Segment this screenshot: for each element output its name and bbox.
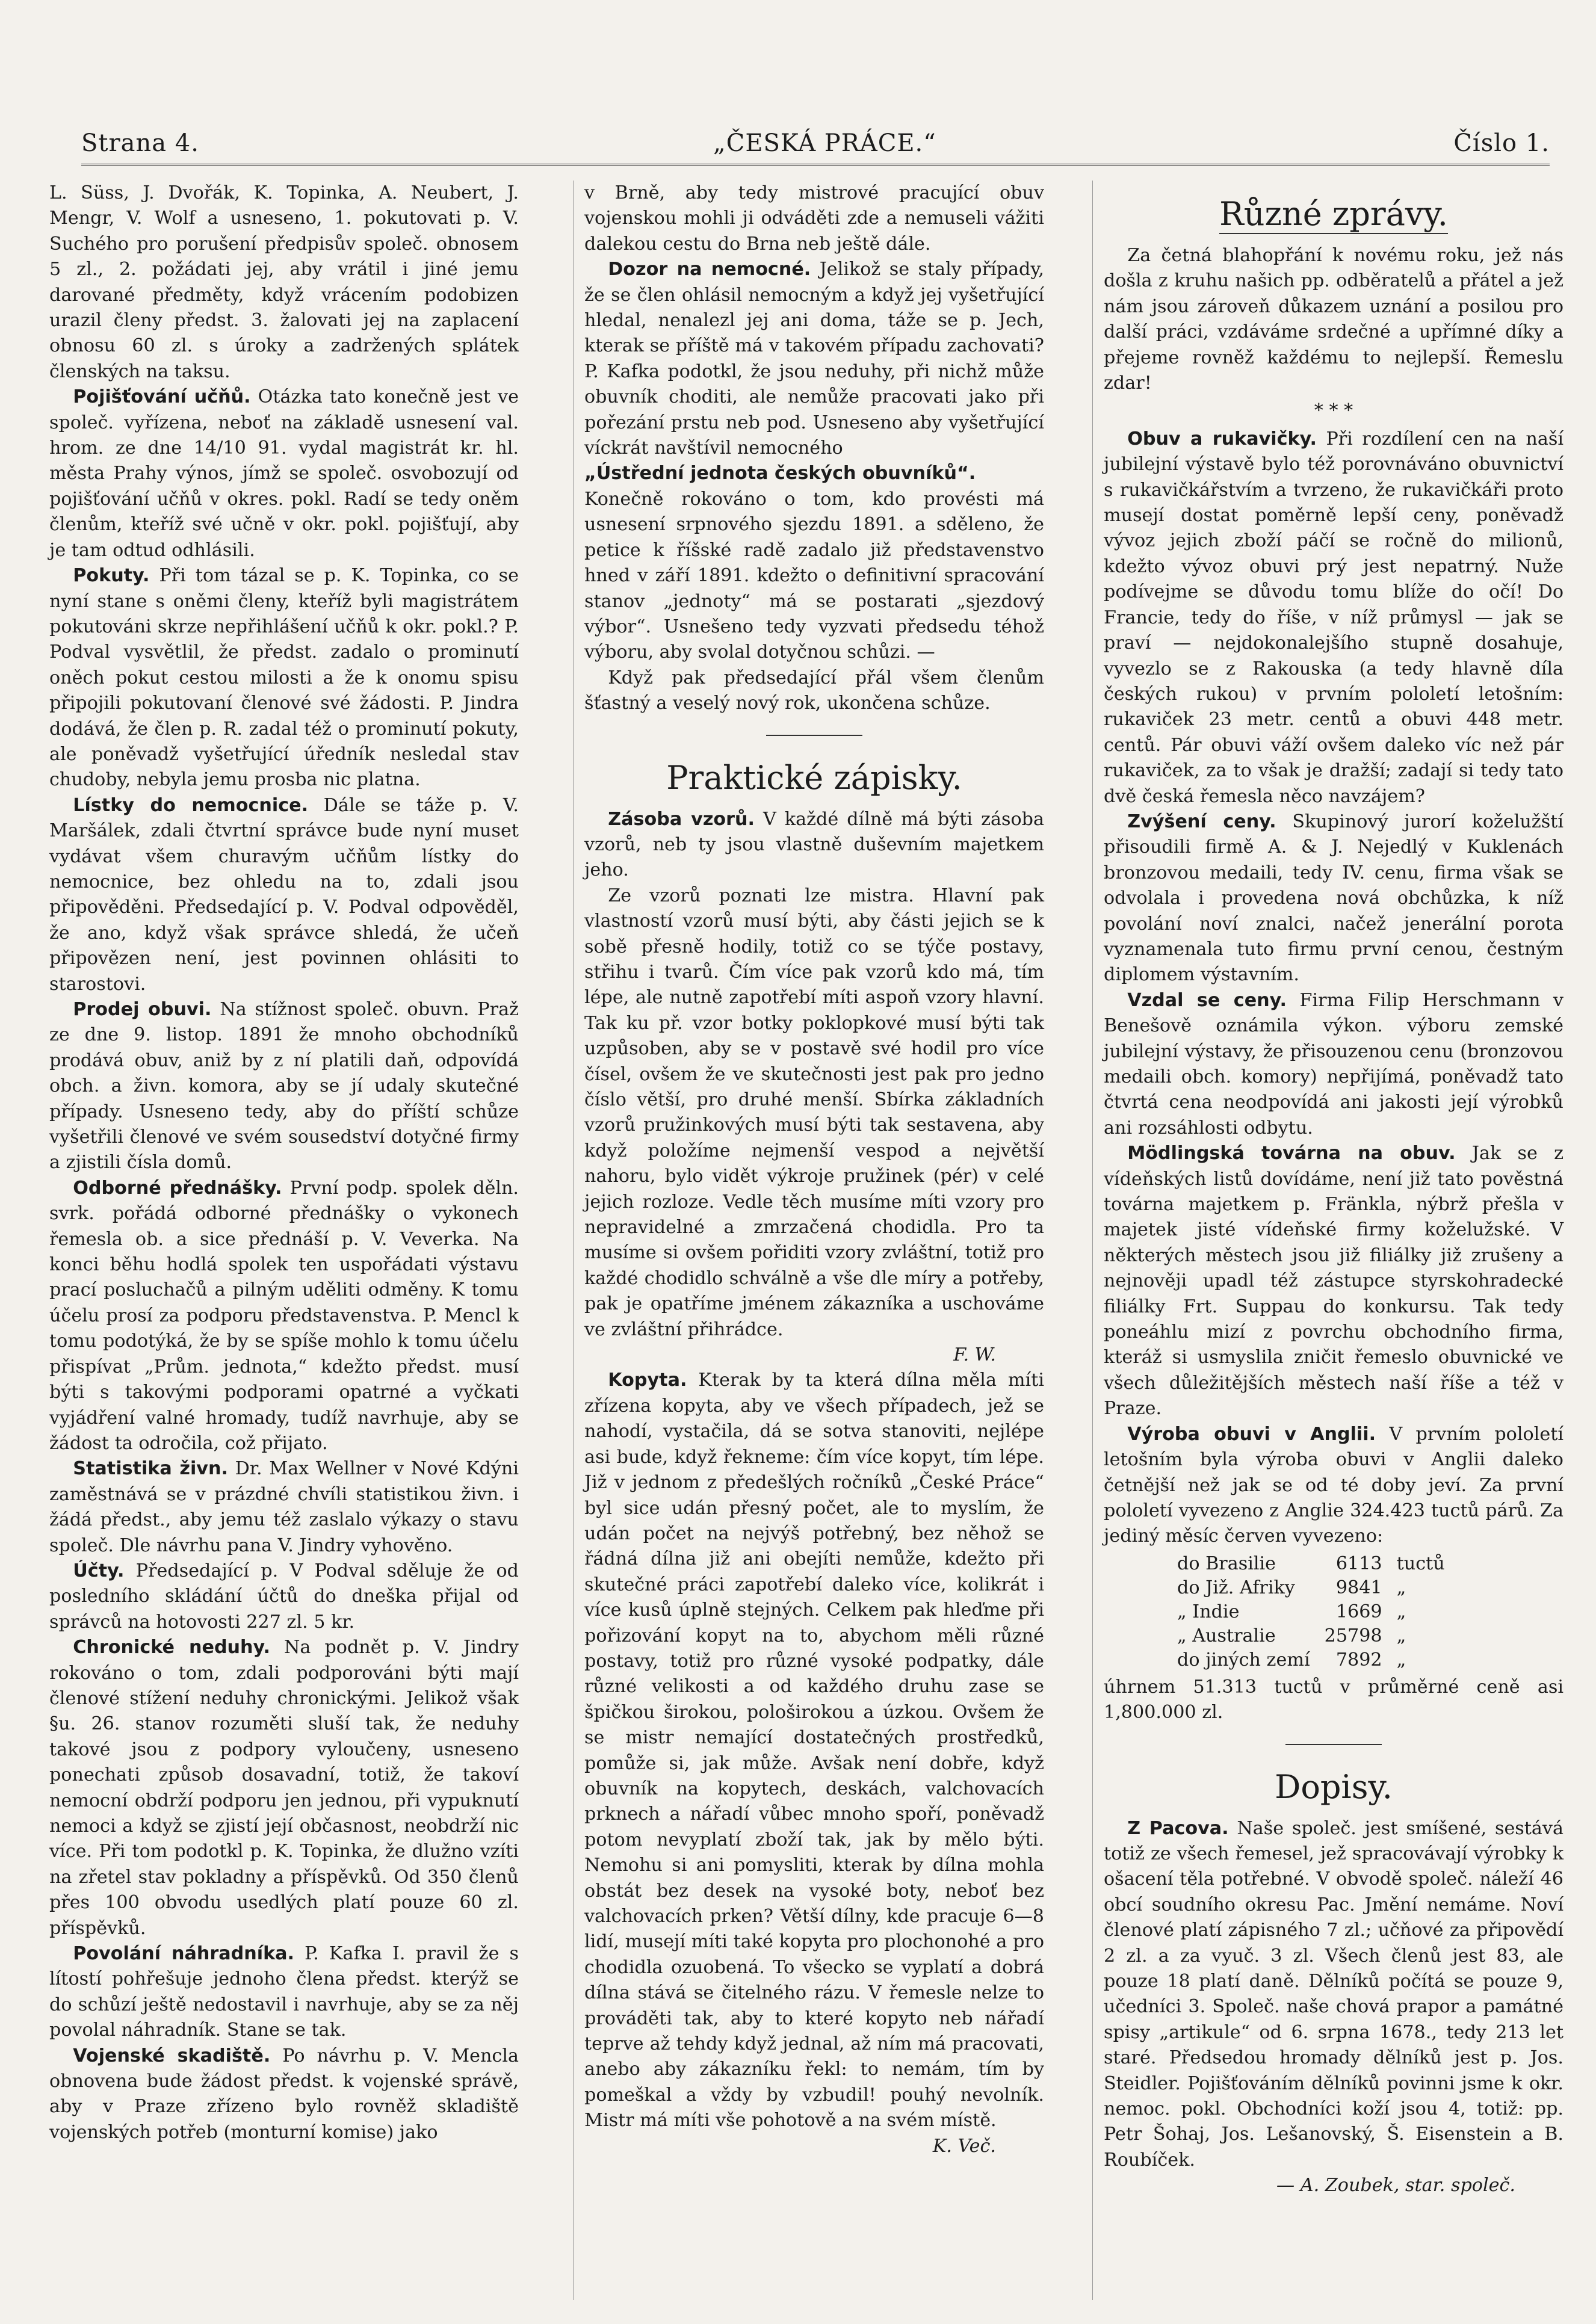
table-row (1170, 1624, 1452, 1648)
article-text: Firma Filip Herschmann v Benešově oznámila výkon. výboru zemské jubilejní výstavy, že přisouzenou cenu (bronzovou medaili obch. komory) nepřijímá, poněvadž tato čtvrtá cena neodpovídá ani jakosti její výrobků ani rozsáhlosti odbytu. (1104, 989, 1564, 1139)
article-heading-line (584, 461, 1044, 486)
row-unit: „ (1396, 1601, 1406, 1622)
total-line: úhrnem 51.313 tuctů v průměrné ceně asi 1,800.000 zl. (1104, 1676, 1564, 1723)
stars-separator: * * * (1314, 400, 1353, 422)
article-heading: Statistika živn. (73, 1458, 228, 1480)
issue-number: Číslo 1. (1453, 129, 1550, 157)
article-heading: Prodej obuvi. (73, 999, 212, 1020)
row-label: do jiných zemí (1177, 1649, 1310, 1670)
article-heading: Lístky do nemocnice. (73, 794, 309, 816)
article (584, 807, 1044, 883)
article-heading: Účty. (73, 1560, 125, 1581)
article-heading: Kopyta. (608, 1370, 687, 1391)
intro-paragraph: Za četná blahopřání k novému roku, jež nás došla z kruhu našich pp. odběratelů a přátel a jež nám jsou zároveň důkazem uznání a posilou pro další práci, vzdáváme srdečné a upřímné díky a přejeme rovněž každému to nejlepší. Řemeslu zdar! (1104, 245, 1564, 394)
column-3 (1092, 181, 1564, 2300)
article (49, 1456, 519, 1559)
row-value: 1669 (1335, 1601, 1382, 1622)
continued-text: v Brně, aby tedy mistrové pracující obuv vojenskou mohli ji odváděti zde a nemuseli vážiti dalekou cestu do Brna neb ještě dále. (584, 182, 1044, 255)
article (1104, 809, 1564, 988)
article-text: Na podnět p. V. Jindry rokováno o tom, zdali podporováni býti mají členové stížení neduhy chronickými. Jelikož však §u. 26. stanov rozuměti sluší tak, že neduhy takové jsou z podpory vyloučeny, usneseno ponechati způsob dosavadní, totiž, že takoví nemocní obdrží podporu jen jednou, při vypuknutí nemoci a když se zjistí její občasnost, neobdrží nic více. Při tom podotkl p. K. Topinka, že dlužno vzíti na zřetel stav pokladny a příspěvků. Od 350 členů přes 100 obvodu usedlých platí pouze 60 zl. příspěvků. (49, 1637, 519, 1939)
export-table (1170, 1552, 1452, 1672)
article-text: Na stížnost společ. obuvn. Praž ze dne 9. listop. 1891 že mnoho obchodníků prodává obuv, aniž by z ní platili daň, odpovídá obch. a živn. komora, aby se jí udaly skutečné případy. Usneseno tedy, aby do příští schůze vyšetřili členové ve svém sousedství dotyčné firmy a zjistili čísla domů. (49, 999, 519, 1173)
table-row (1170, 1600, 1452, 1624)
article (1104, 988, 1564, 1141)
article (584, 257, 1044, 461)
article-heading: Mödlingská továrna na obuv. (1127, 1143, 1456, 1164)
column-1 (49, 181, 519, 2300)
row-label: do Brasilie (1177, 1553, 1276, 1574)
article-heading: Obuv a rukavičky. (1127, 428, 1317, 450)
article (49, 385, 519, 563)
row-unit: tuctů (1396, 1553, 1445, 1574)
article (49, 997, 519, 1176)
article (49, 793, 519, 997)
article-text: V každé dílně má býti zásoba vzorů, neb ty jsou vlastně duševním majetkem jeho. (584, 808, 1044, 881)
article (49, 1176, 519, 1456)
article (1104, 1141, 1564, 1421)
intro-paragraph: L. Süss, J. Dvořák, K. Topinka, A. Neubert, J. Mengr, V. Wolf a usneseno, 1. pokutovati p. V. Suchého pro porušení předpisův společ. obnosem 5 zl., 2. požádati jej, aby vrátil i jiné jemu darované předměty, když vrácením podobizen urazil členy předst. 3. žalovati jej na zaplacení obnosu 60 zl. s úroky a zadržených splátek členských na taksu. (49, 182, 519, 382)
row-label: do Již. Afriky (1177, 1577, 1295, 1598)
header-rule (81, 164, 1550, 166)
row-value: 25798 (1324, 1625, 1382, 1646)
article-heading: Pokuty. (73, 565, 150, 587)
newspaper-title: „ČESKÁ PRÁCE.“ (713, 129, 936, 157)
article-text: V prvním pololetí letošním byla výroba obuvi v Anglii daleko četnější než jak se od té doby jeví. Za první pololetí vyvezeno z Anglie 324.423 tuctů párů. Za jediný měsíc červen vyvezeno: (1104, 1423, 1564, 1547)
signature: F. W. (953, 1344, 996, 1366)
article-text: Dále se táže p. V. Maršálek, zdali čtvrtní správce bude nyní muset vydávat všem churavým učňům lístky do nemocnice, bez ohledu na to, zdali jsou připověděni. Předsedající p. V. Podval odpověděl, že ano, když však správce shledá, že učeň připovězen není, jest povinnen ohlásiti to starostovi. (49, 794, 519, 995)
article-heading: Z Pacova. (1127, 1817, 1229, 1839)
article-text: Při tom tázal se p. K. Topinka, co se nyní stane s oněmi členy, kteříž byli magistrátem pokutováni skrze nepřihlášení učňů k okr. pokl.? P. Podval vysvětlil, že předst. zadalo o prominutí oněch pokut cestou milosti a že k onomu spisu připojili pokutovaní členové své žádosti. P. Jindra dodává, že člen p. R. zadal též o prominutí pokuty, ale poněvadž vyšetřující úředník nesledal stav chudoby, nebyla jemu prosba nic platna. (49, 565, 519, 791)
row-unit: „ (1396, 1625, 1406, 1646)
article-heading: Povolání náhradníka. (73, 1943, 295, 1965)
article (49, 2044, 519, 2146)
article-text: Ze vzorů poznati lze mistra. Hlavní pak vlastností vzorů musí býti, aby části jejich se k sobě přesně hodily, totiž co se týče postavy, střihu i tvarů. Čím více pak vzorů kdo má, tím lépe, ale nutně zapotřebí míti aspoň vzory hlavní. Tak ku př. vzor botky poklopkové musí býti tak uzpůsoben, aby se v postavě své hodil pro více čísel, ovšem že ve skutečnosti jest pak pro jedno číslo větší, pro druhé menší. Sbírka základních vzorů pružinkových musí býti tak sestavena, aby když položíme nejmenší vespod a největší nahoru, bylo vidět výkroje pružinek (pér) v celé jejich rozloze. Vedle těch musíme míti vzory pro nepravidelné a zmrzačená chodidla. Pro ta musíme si ovšem pořiditi vzory zvláštní, totiž pro každé chodidlo schválně a vše dle míry a potřeby, pak je opatříme jménem zákazníka a uschováme ve zvláštní přihrádce. (584, 885, 1044, 1340)
row-unit: „ (1396, 1577, 1406, 1598)
article-text: Kterak by ta která dílna měla míti zřízena kopyta, aby ve všech případech, jež se nahodí, vystačila, dá se sotva stanoviti, nejlépe asi bude, když řekneme: čím více kopyt, tím lépe. Již v jednom z předešlých ročníků „České Práce“ byl sice udán přesný počet, ale to myslím, že udán počet na nejvýš potřebný, bez něhož se řádná dílna již ani obejíti nemůže, kdežto při skutečné práci zapotřebí daleko více, kolikrát i více kusů úplně stejných. Celkem pak hleďme při pořizování kopyt na to, abychom měli různé postavy, totiž pro různé vysoké podpatky, dále různé velikosti a od každého druhu zase se špičkou širokou, pološirokou a úzkou. Ovšem že se mistr nemající dostatečných prostředků, pomůže si, jak může. Avšak není dobře, když obuvník na kopytech, deskách, valchovacích prknech a nářadí vůbec mnoho spoří, poněvadž potom nevyplatí zboží tak, jak by mělo býti. Nemohu si ani pomysliti, kterak by dílna mohla obstát bez desek na vysoké boty, neboť bez valchovacích prken? Větší dílny, kde pracuje 6—8 lidí, musejí míti také kopyta pro plochonohé a pro chodidla ozuobená. To všecko se vyplatí a dobrá dílna stává se čitelného rázu. V řemesle nelze to prováděti tak, aby to které kopyto neb nářadí teprve až tehdy když jednal, až ním má pracovati, anebo aby zákazníku řekl: to nemám, tím by pomeškal a vždy by vzbudil! pouhý nevolník. Mistr má míti vše pohotově a na svém místě. (584, 1370, 1044, 2131)
article-text: Konečně rokováno o tom, kdo provésti má usnesení srpnového sjezdu 1891. a sděleno, že petice k říšské radě zadalo již představenstvo hned v září 1891. kdežto o definitivní spracování stanov „jednoty“ má se postarati „sjezdový výbor“. Usnešeno tedy vyzvati předsedu téhož výboru, aby svolal dotyčnou schůzi. — (584, 488, 1044, 663)
article-text: Naše společ. jest smíšené, sestává totiž ze všech řemesel, jež spracovávají výrobky k ošacení těla potřebné. V obvodě společ. náleží 46 obcí soudního okresu Pac. Jmění nemáme. Noví členové platí zápisného 7 zl.; učňové za připovědí 2 zl. a za vyuč. 3 zl. Všech členů jest 83, ale pouze 18 platí daně. Dělníků počítá se pouze 9, učedníci 3. Společ. naše chová prapor a památné spisy „artikule“ od 6. srpna 1678., tedy 213 let staré. Předsedou hromady dělníků jest p. Jos. Steidler. Pojišťováním dělníků povinni jsme k okr. nemoc. pokl. Obchodníci koží jsou 4, totiž: pp. Petr Šohaj, Jos. Lešanovský, Š. Eisenstein a B. Roubíček. (1104, 1817, 1564, 2171)
table-row (1170, 1552, 1452, 1576)
article (49, 1941, 519, 2044)
article-text: Po návrhu p. V. Mencla obnovena bude žádost předst. k vojenské správě, aby v Praze zřízeno bylo rovněž skladiště vojenských potřeb (monturní komise) jako (49, 2045, 519, 2143)
closing-paragraph: Když pak předsedající přál všem členům šťastný a veselý nový rok, ukončena schůze. (584, 667, 1044, 714)
article (1104, 1816, 1564, 2174)
article (49, 563, 519, 793)
section-title-text: Různé zprávy. (1219, 195, 1448, 233)
article-heading: Dozor na nemocné. (608, 259, 811, 280)
page-number: Strana 4. (81, 129, 199, 157)
article-text: Dr. Max Wellner v Nové Kdýni zaměstnává se v prázdné chvíli statistikou živn. i žádá předst., aby jemu též zaslalo výkazy o stavu společ. Dle návrhu pana V. Jindry vyhověno. (49, 1458, 519, 1556)
article (49, 1559, 519, 1635)
article-heading: Zásoba vzorů. (608, 808, 755, 830)
article-text: Jak se z vídeňských listů dovídáme, není již tato pověstná továrna majetkem p. Fränkla, nýbrž přešla v majetek jisté vídeňské firmy koželužské. V některých městech jsou již filiálky již zrušeny a nejnověji upadl též zástupce styrskohradecké filiálky Frt. Suppau do konkursu. Tak tedy poneáhlu mizí z povrchu obchodního firma, kteráž si usmyslila zničit řemeslo obuvnické ve všech důležitějších městech naší říše a též v Praze. (1104, 1143, 1564, 1420)
row-label: „ Indie (1177, 1601, 1240, 1622)
row-value: 7892 (1335, 1649, 1382, 1670)
signature: K. Več. (932, 2135, 996, 2157)
row-value: 9841 (1335, 1577, 1382, 1598)
row-value: 6113 (1335, 1553, 1382, 1574)
article-heading: Vojenské skadiště. (73, 2045, 271, 2066)
article (49, 1635, 519, 1941)
article-text: První podp. spolek děln. svrk. pořádá odborné přednášky o vykonech řemesla ob. a sice přednáší p. V. Veverka. Na konci běhu hodlá spolek ten uspořádati výstavu prací posluchačů a pilným uděliti odměny. K tomu účelu prosí za podporu představenstva. P. Mencl k tomu podotýká, že by se spíše mohlo k tomu účelu přispívat „Prům. jednota,“ kdežto předst. musí býti s takovými podporami opatrné a vyčkati vyjádření valné hromady, tudíž navrhuje, aby se žádost ta odročila, což přijato. (49, 1177, 519, 1454)
article (1104, 1422, 1564, 1550)
signature: — A. Zoubek, star. společ. (1276, 2175, 1515, 2196)
column-2 (573, 181, 1044, 2300)
section-title: Praktické zápisky. (666, 758, 962, 797)
article-heading: Zvýšení ceny. (1127, 811, 1276, 832)
article-heading: Odborné přednášky. (73, 1177, 282, 1199)
article-text: Otázka tato konečně jest ve společ. vyřízena, neboť na základě usnesení val. hrom. ze dne 14/10 91. vydal magistrát kr. hl. města Prahy výnos, jímž se společ. osvobozují od pojišťování učňů v okres. pokl. Radí se tedy oněm členům, kteříž své učně v okr. pokl. pojišťují, aby je tam odtud odhlásili. (49, 386, 519, 561)
article-heading: „Ústřední jednota českých obuvníků“. (584, 463, 976, 484)
article-text: Jelikož se staly případy, že se člen ohlásil nemocným a když jej vyšetřující hledal, nenalezl jej ani doma, táže se p. Jech, kterak se příště má v takovém případu zachovati? P. Kafka podotkl, že jsou neduhy, při nichž může obuvník choditi, ale nemůže pracovati jako při pořezání prstu neb pod. Usneseno aby vyšetřující víckrát navštívil nemocného (584, 259, 1044, 459)
table-row (1170, 1648, 1452, 1672)
article-heading: Vzdal se ceny. (1127, 989, 1287, 1011)
page-header (81, 123, 1550, 165)
article-heading: Pojišťování učňů. (73, 386, 251, 408)
section-title (1104, 190, 1564, 238)
article-heading: Chronické neduhy. (73, 1637, 270, 1658)
article-text: P. Kafka I. pravil že s lítostí pohřešuje jednoho člena předst. kterýž se do schůzí ještě nedostavil i navrhuje, aby se za něj povolal náhradník. Stane se tak. (49, 1943, 519, 2041)
article (584, 1368, 1044, 2133)
article-text: Při rozdílení cen na naší jubilejní výstavě bylo též porovnáváno obuvnictví s rukavičkářstvím a tvrzeno, že rukavičkáři proto musejí dostat poměrně lepší ceny, poněvadž vývoz jejich zboží páčí se ročně do milionů, kdežto vývoz obuvi prý jest nepatrný. Nuže podívejme se důvodu tomu blíže do očí! Do Francie, tedy do říše, v níž průmysl — jak se praví — nejdokonalejšího stupně dosahuje, vyvezlo se z Rakouska (a tedy hlavně díla českých rukou) v prvním pololetí letošním: rukaviček 23 metr. centů a obuvi 448 metr. centů. Pár obuvi váží ovšem daleko víc než pár rukaviček, za to však je dražší; zadají si tedy tato dvě česká řemesla něco navzájem? (1104, 428, 1564, 807)
table-row (1170, 1576, 1452, 1600)
divider (1285, 1744, 1382, 1745)
row-label: „ Australie (1177, 1625, 1276, 1646)
section-title: Dopisy. (1275, 1767, 1393, 1806)
article (1104, 427, 1564, 809)
divider (766, 735, 862, 736)
row-unit: „ (1396, 1649, 1406, 1670)
article-text: Skupinový jurorí koželužští přisoudili firmě A. & J. Nejedlý v Kuklenách bronzovou medaili, tedy IV. cenu, firma však se odvolala i provedena nová obchůzka, k níž povolání noví znalci, načež jenerální porota vyznamenala tuto firmu první cenou, čestným diplomem výstavním. (1104, 811, 1564, 986)
article-heading: Výroba obuvi v Anglii. (1127, 1423, 1376, 1445)
article-text: Předsedající p. V Podval sděluje že od posledního skládání účtů do dneška přijal od správců na hotovosti 227 zl. 5 kr. (49, 1560, 519, 1633)
